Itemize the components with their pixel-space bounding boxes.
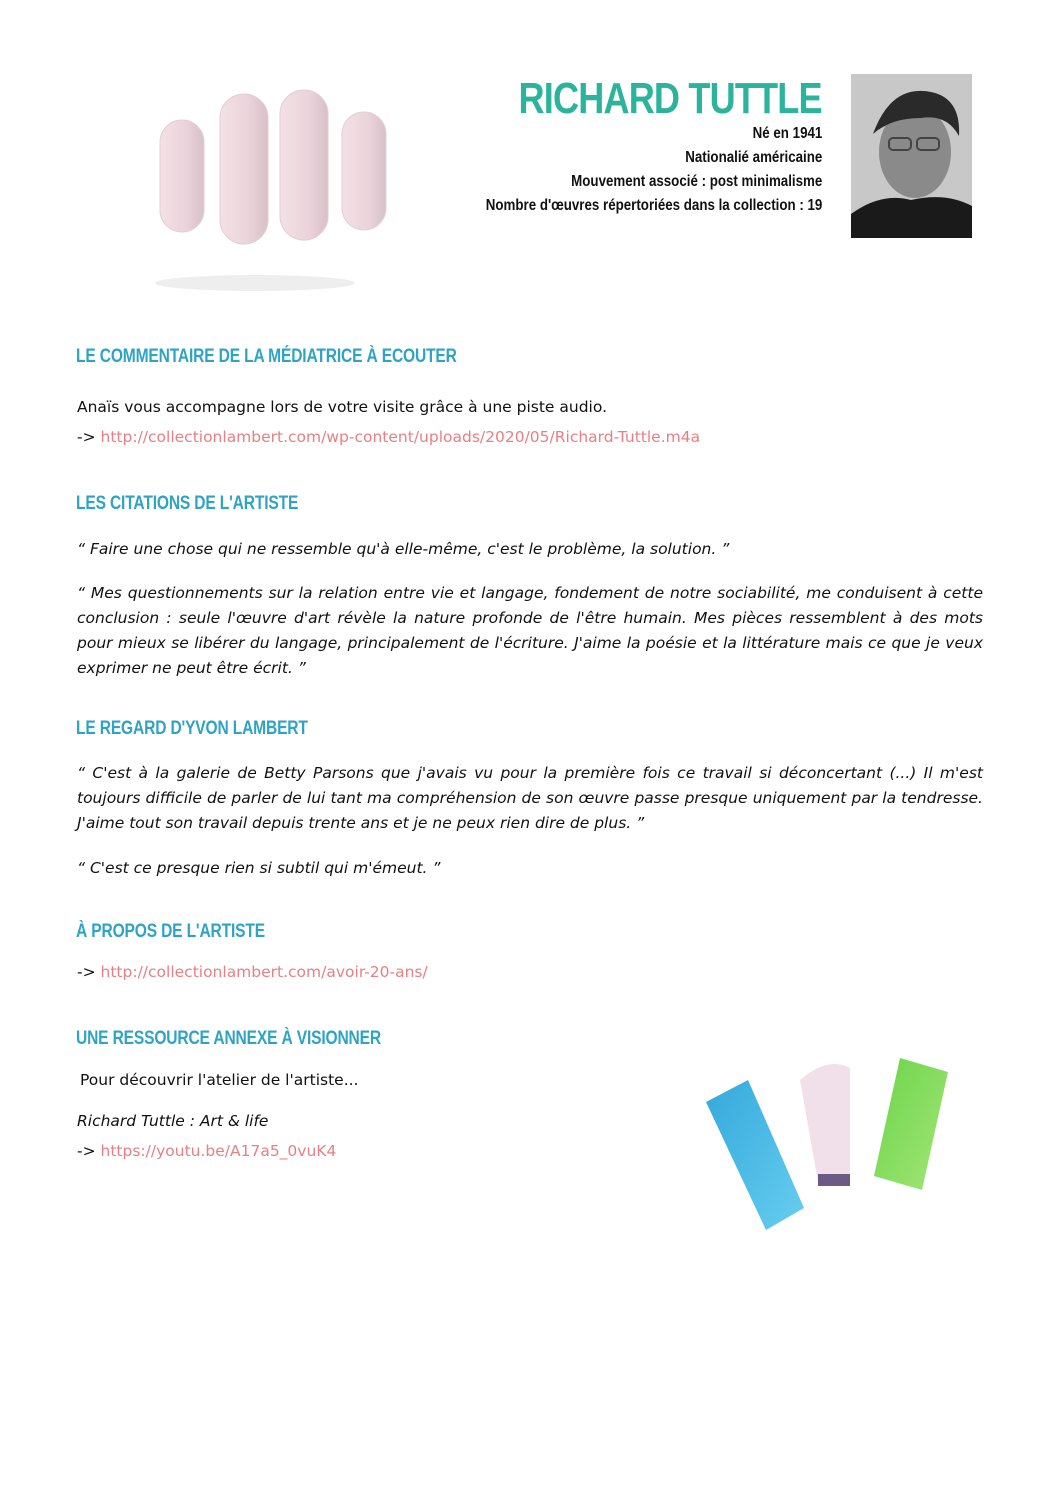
video-link-line	[77, 1142, 336, 1160]
fact-nationality: Nationalié américaine	[684, 149, 822, 166]
artist-portrait	[851, 74, 972, 238]
arrow-text: ->	[77, 1142, 96, 1160]
heading-about-artist: À PROPOS DE L'ARTISTE	[76, 921, 265, 942]
fact-works-count: Nombre d'œuvres répertoriées dans la collection : 19	[485, 197, 822, 214]
artist-facts	[485, 122, 822, 218]
artist-quote-2: “ Mes questionnements sur la relation entre vie et langage, fondement de notre sociabilité, me conduisent à cette conclusion : seule l'œuvre d'art révèle la nature profonde de l'être humain. Mes pièces ressemblent à des mots pour mieux se libérer du langage, principalement de l'écriture. J'aime la poésie et la littérature mais ce que je veux exprimer ne peut être écrit. ”	[77, 584, 983, 677]
artwork-image-top	[150, 88, 405, 298]
heading-yvon-lambert: LE REGARD D'YVON LAMBERT	[76, 718, 308, 739]
about-link[interactable]: http://collectionlambert.com/avoir-20-ans/	[100, 963, 428, 981]
video-intro: Pour découvrir l'atelier de l'artiste...	[80, 1071, 359, 1089]
artist-name: RICHARD TUTTLE	[518, 74, 822, 123]
video-link[interactable]: https://youtu.be/A17a5_0vuK4	[100, 1142, 337, 1160]
artist-quote-1: “ Faire une chose qui ne ressemble qu'à elle-même, c'est le problème, la solution. ”	[77, 540, 730, 558]
arrow-text: ->	[77, 963, 96, 981]
lambert-quote-1: “ C'est à la galerie de Betty Parsons que j'avais vu pour la première fois ce travail si déconcertant (...) Il m'est toujours difficile de parler de lui tant ma compréhension de son œuvre passe presque uniquement par la tendresse. J'aime tout son travail depuis trente ans et je ne peux rien dire de plus. ”	[77, 764, 983, 832]
audio-link-line	[77, 428, 700, 446]
artwork-image-bottom	[700, 1050, 962, 1240]
heading-artist-quotes: LES CITATIONS DE L'ARTISTE	[76, 493, 299, 514]
fact-movement: Mouvement associé : post minimalisme	[570, 173, 822, 190]
lambert-quote-2: “ C'est ce presque rien si subtil qui m'émeut. ”	[77, 859, 441, 877]
arrow-text: ->	[77, 428, 96, 446]
audio-link[interactable]: http://collectionlambert.com/wp-content/uploads/2020/05/Richard-Tuttle.m4a	[100, 428, 701, 446]
heading-video-resource: UNE RESSOURCE ANNEXE À VISIONNER	[76, 1028, 381, 1049]
fact-birth: Né en 1941	[752, 125, 822, 142]
audio-description: Anaïs vous accompagne lors de votre visite grâce à une piste audio.	[77, 398, 607, 416]
heading-audio-commentary: LE COMMENTAIRE DE LA MÉDIATRICE À ECOUTER	[76, 346, 457, 367]
about-link-line	[77, 963, 428, 981]
video-title: Richard Tuttle : Art & life	[77, 1112, 269, 1130]
